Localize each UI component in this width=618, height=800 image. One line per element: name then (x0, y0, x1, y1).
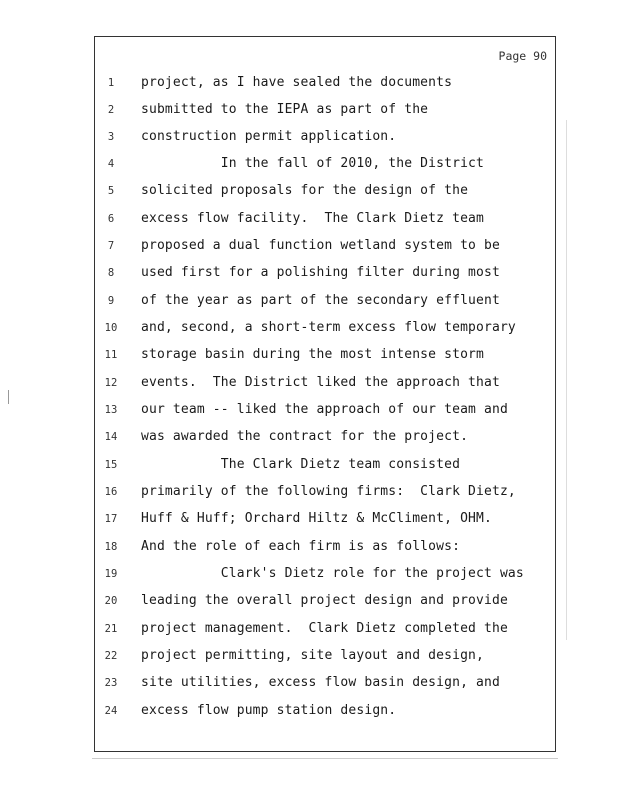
transcript-line (95, 129, 555, 149)
line-text: And the role of each firm is as follows: (141, 539, 461, 554)
transcript-line (95, 566, 555, 586)
transcript-line (95, 102, 555, 122)
transcript-line (95, 429, 555, 449)
line-number: 5 (107, 185, 115, 197)
scan-edge (566, 120, 567, 640)
line-number: 19 (104, 568, 118, 580)
page-number: Page 90 (498, 49, 547, 63)
line-number: 21 (104, 623, 118, 635)
line-text: In the fall of 2010, the District (141, 156, 484, 171)
line-text: and, second, a short-term excess flow temporary (141, 320, 516, 335)
transcript-line (95, 511, 555, 531)
line-text: construction permit application. (141, 129, 397, 144)
line-number: 6 (107, 213, 115, 225)
line-number: 22 (104, 650, 118, 662)
transcript-line (95, 402, 555, 422)
transcript-line (95, 621, 555, 641)
scan-mark (8, 390, 9, 404)
line-text: was awarded the contract for the project. (141, 429, 469, 444)
transcript-line (95, 703, 555, 723)
line-text: Huff & Huff; Orchard Hiltz & McCliment, OHM. (141, 511, 492, 526)
line-number: 14 (104, 431, 118, 443)
line-text: our team -- liked the approach of our team and (141, 402, 508, 417)
line-text: project, as I have sealed the documents (141, 75, 453, 90)
scan-edge (92, 758, 558, 759)
transcript-line (95, 375, 555, 395)
line-text: submitted to the IEPA as part of the (141, 102, 429, 117)
line-number: 23 (104, 677, 118, 689)
line-text: excess flow facility. The Clark Dietz team (141, 211, 484, 226)
transcript-line (95, 75, 555, 95)
line-text: events. The District liked the approach that (141, 375, 500, 390)
line-number: 16 (104, 486, 118, 498)
line-text: excess flow pump station design. (141, 703, 397, 718)
transcript-line (95, 238, 555, 258)
line-number: 3 (107, 131, 115, 143)
line-text: project permitting, site layout and design, (141, 648, 484, 663)
line-text: The Clark Dietz team consisted (141, 457, 461, 472)
line-text: storage basin during the most intense storm (141, 347, 484, 362)
line-text: of the year as part of the secondary effluent (141, 293, 500, 308)
transcript-line (95, 593, 555, 613)
line-text: Clark's Dietz role for the project was (141, 566, 524, 581)
transcript-line (95, 265, 555, 285)
transcript-line (95, 675, 555, 695)
line-text: used first for a polishing filter during most (141, 265, 500, 280)
line-text: project management. Clark Dietz completed the (141, 621, 508, 636)
transcript-line (95, 293, 555, 313)
line-number: 13 (104, 404, 118, 416)
line-number: 10 (104, 322, 118, 334)
line-text: site utilities, excess flow basin design, and (141, 675, 500, 690)
line-number: 8 (107, 267, 115, 279)
line-text: solicited proposals for the design of the (141, 183, 469, 198)
line-number: 18 (104, 541, 118, 553)
transcript-line (95, 211, 555, 231)
transcript-line (95, 183, 555, 203)
line-number: 2 (107, 104, 115, 116)
line-number: 4 (107, 158, 115, 170)
line-number: 11 (104, 349, 118, 361)
line-number: 1 (107, 77, 115, 89)
transcript-line (95, 156, 555, 176)
line-number: 24 (104, 705, 118, 717)
line-number: 17 (104, 513, 118, 525)
line-text: primarily of the following firms: Clark Dietz, (141, 484, 516, 499)
line-text: leading the overall project design and provide (141, 593, 508, 608)
transcript-line (95, 347, 555, 367)
line-text: proposed a dual function wetland system to be (141, 238, 500, 253)
transcript-page (94, 36, 556, 752)
transcript-line (95, 648, 555, 668)
transcript-line (95, 457, 555, 477)
transcript-line (95, 539, 555, 559)
line-number: 20 (104, 595, 118, 607)
line-number: 9 (107, 295, 115, 307)
line-number: 12 (104, 377, 118, 389)
line-number: 15 (104, 459, 118, 471)
transcript-line (95, 484, 555, 504)
transcript-line (95, 320, 555, 340)
line-number: 7 (107, 240, 115, 252)
